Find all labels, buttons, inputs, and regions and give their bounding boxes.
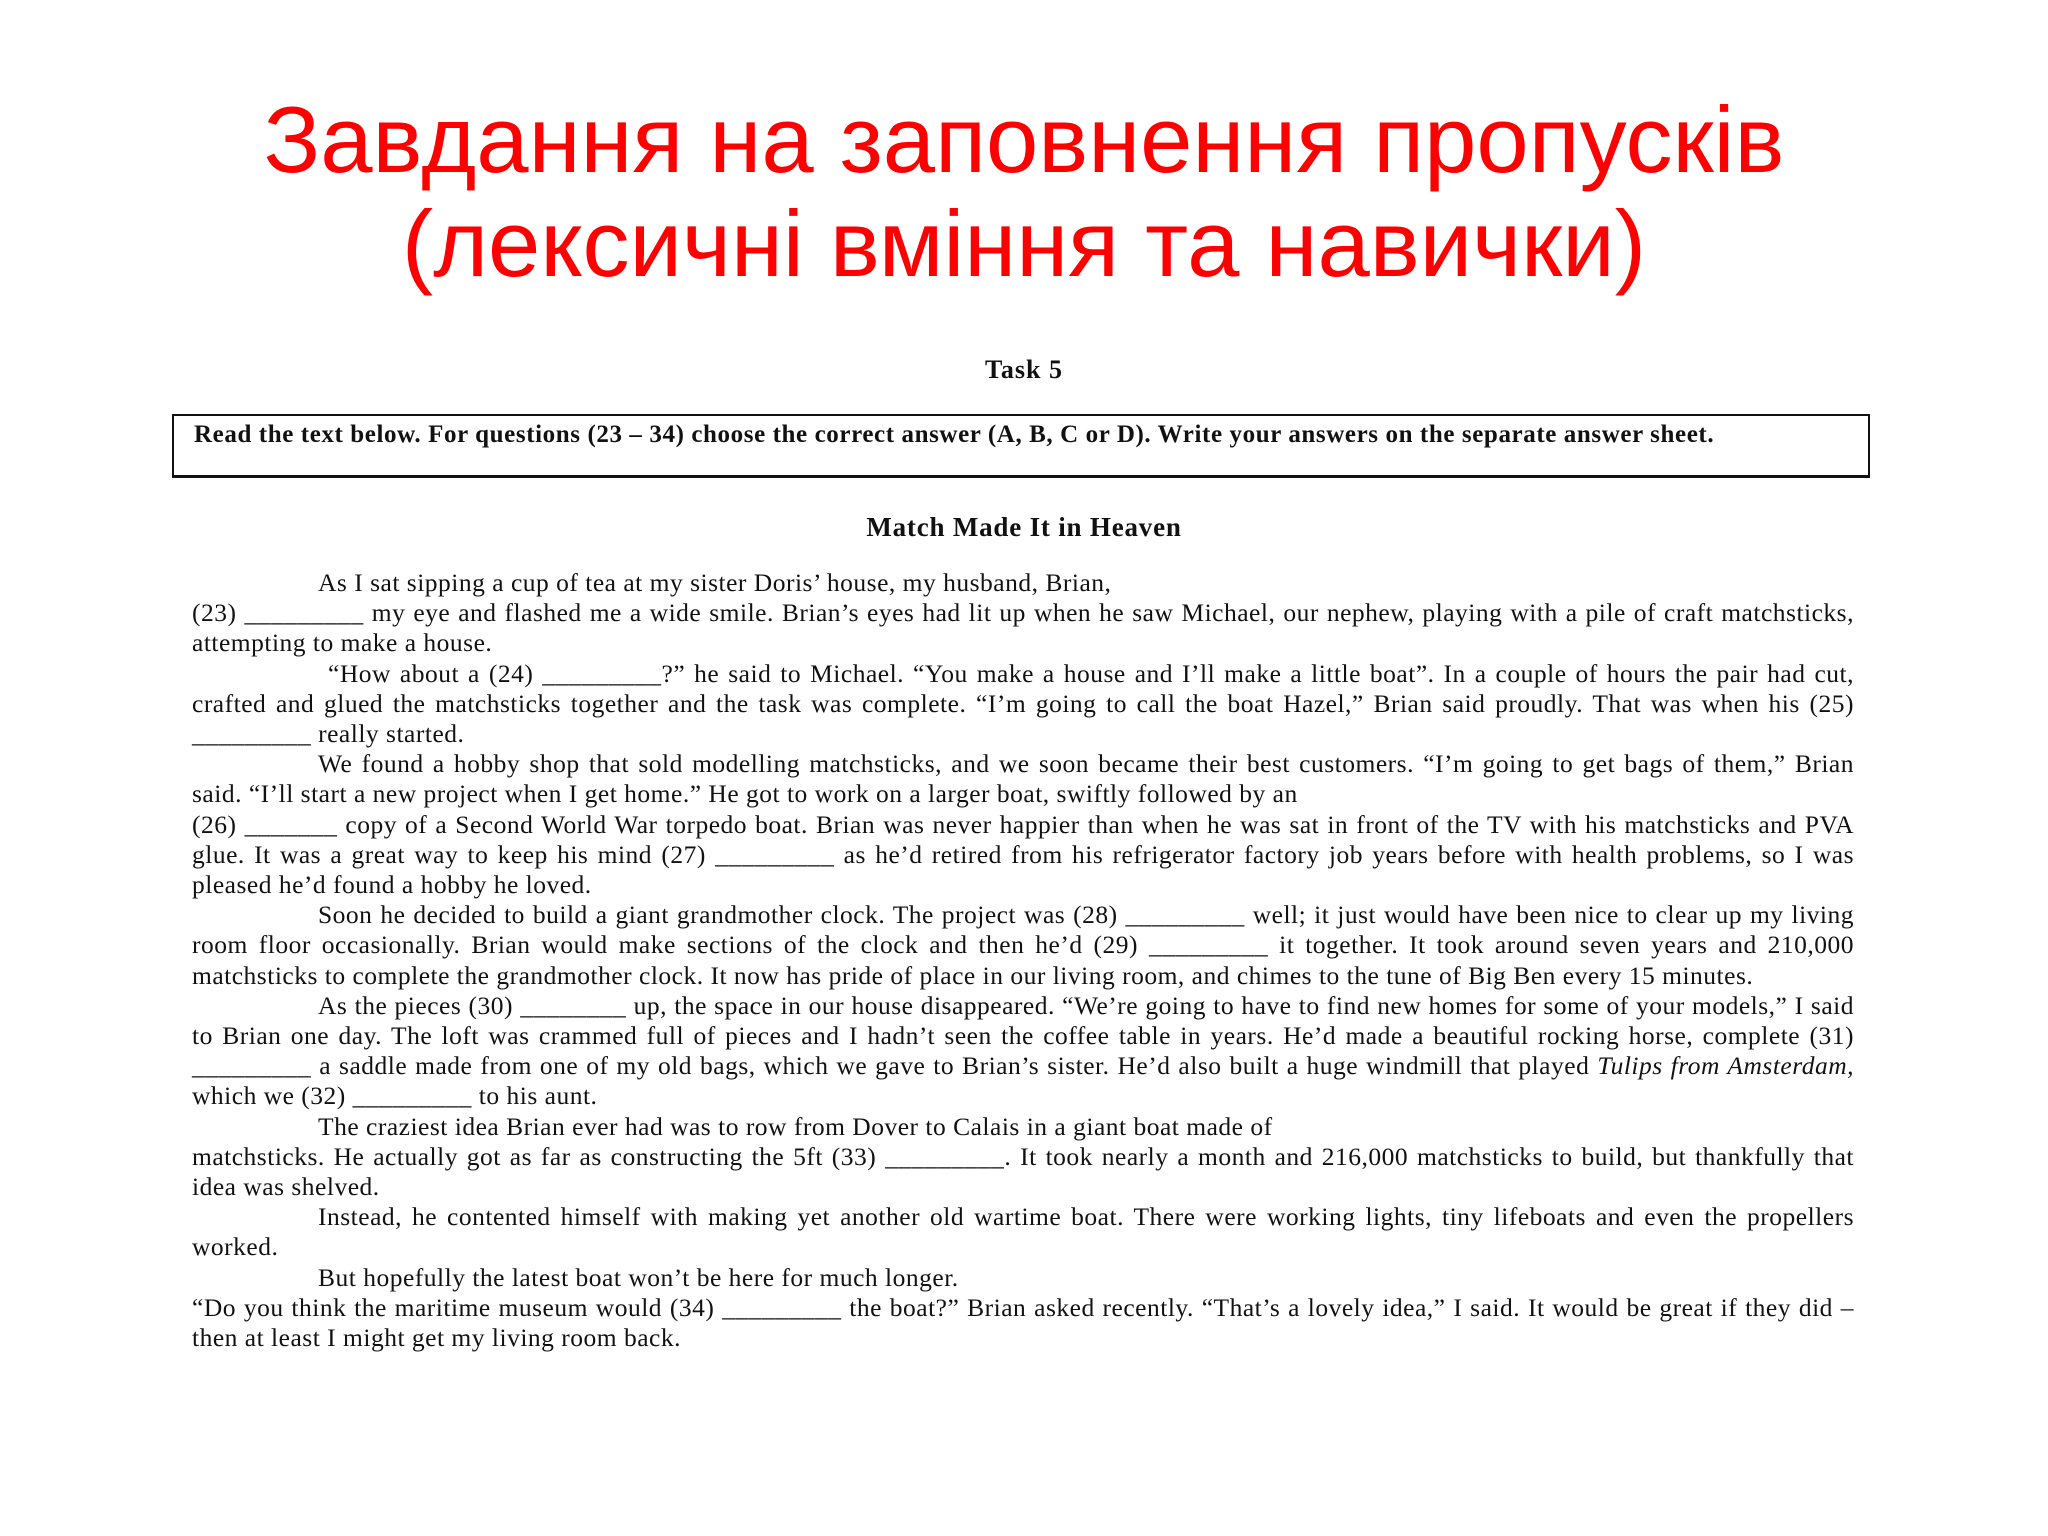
paragraph: (23) _________ my eye and flashed me a wide smile. Brian’s eyes had lit up when he saw Michael, our nephew, playing with a pile of craft matchsticks, attempting to make a house.	[192, 598, 1854, 658]
paragraph: (26) _______ copy of a Second World War torpedo boat. Brian was never happier than when he was sat in front of the TV with his matchsticks and PVA glue. It was a great way to keep his mind (27) _________ as he’d retired from his refrigerator factory job years before with health problems, so I was pleased he’d found a hobby he loved.	[192, 809, 1854, 900]
paragraph: Instead, he contented himself with making yet another old wartime boat. There were working lights, tiny lifeboats and even the propellers worked.	[192, 1202, 1854, 1262]
paragraph-text: which we (32) _________ to his aunt.	[192, 1081, 598, 1111]
paragraph: We found a hobby shop that sold modelling matchsticks, and we soon became their best customers. “I’m going to get bags of them,” Brian said. “I’ll start a new project when I get home.” He got to work on a larger boat, swiftly followed by an	[192, 749, 1854, 809]
paragraph: The craziest idea Brian ever had was to row from Dover to Calais in a giant boat made of	[318, 1111, 1273, 1141]
paragraph: matchsticks. He actually got as far as constructing the 5ft (33) _________. It took nearly a month and 216,000 matchsticks to build, but thankfully that idea was shelved.	[192, 1141, 1854, 1202]
paragraph	[192, 991, 1854, 1112]
task-heading: Task 5	[984, 355, 1064, 384]
slide-title-line-2: (лексичні вміння та навички)	[401, 191, 1647, 296]
text-body	[192, 568, 1854, 1353]
paragraph: As I sat sipping a cup of tea at my sister Doris’ house, my husband, Brian,	[318, 568, 1112, 597]
slide-title-line-1: Завдання на заповнення пропусків	[263, 87, 1785, 192]
paragraph: “How about a (24) _________?” he said to Michael. “You make a house and I’ll make a little boat”. In a couple of hours the pair had cut, crafted and glued the matchsticks together and the task was complete. “I’m going to call the boat Hazel,” Brian said proudly. That was when his (25) _________ really started.	[192, 658, 1854, 749]
text-title: Match Made It in Heaven	[866, 512, 1182, 542]
slide-title	[0, 88, 2048, 296]
paragraph: But hopefully the latest boat won’t be here for much longer.	[318, 1262, 959, 1292]
task-instruction-box: Read the text below. For questions (23 – 34) choose the correct answer (A, B, C or D). Write your answers on the separate answer sheet.	[172, 414, 1870, 478]
paragraph: Soon he decided to build a giant grandmother clock. The project was (28) _________ well; it just would have been nice to clear up my living room floor occasionally. Brian would make sections of the clock and then he’d (29) _________ it together. It took around seven years and 210,000 matchsticks to complete the grandmother clock. It now has pride of place in our living room, and chimes to the tune of Big Ben every 15 minutes.	[192, 900, 1854, 990]
paragraph: “Do you think the maritime museum would (34) _________ the boat?” Brian asked recently. “That’s a lovely idea,” I said. It would be great if they did – then at least I might get my living room back.	[192, 1292, 1854, 1353]
song-title: Tulips from Amsterdam,	[1597, 1051, 1854, 1081]
paragraph-text: As the pieces (30) ________ up, the space in our house disappeared. “We’re going to have to find new homes for some of your models,” I said to Brian one day. The loft was crammed full of pieces and I hadn’t seen the coffee table in years. He’d made a beautiful rocking horse, complete (31) _________ a saddle made from one of my old bags, which we gave to Brian’s sister. He’d also built a huge windmill that played	[192, 990, 1854, 1081]
